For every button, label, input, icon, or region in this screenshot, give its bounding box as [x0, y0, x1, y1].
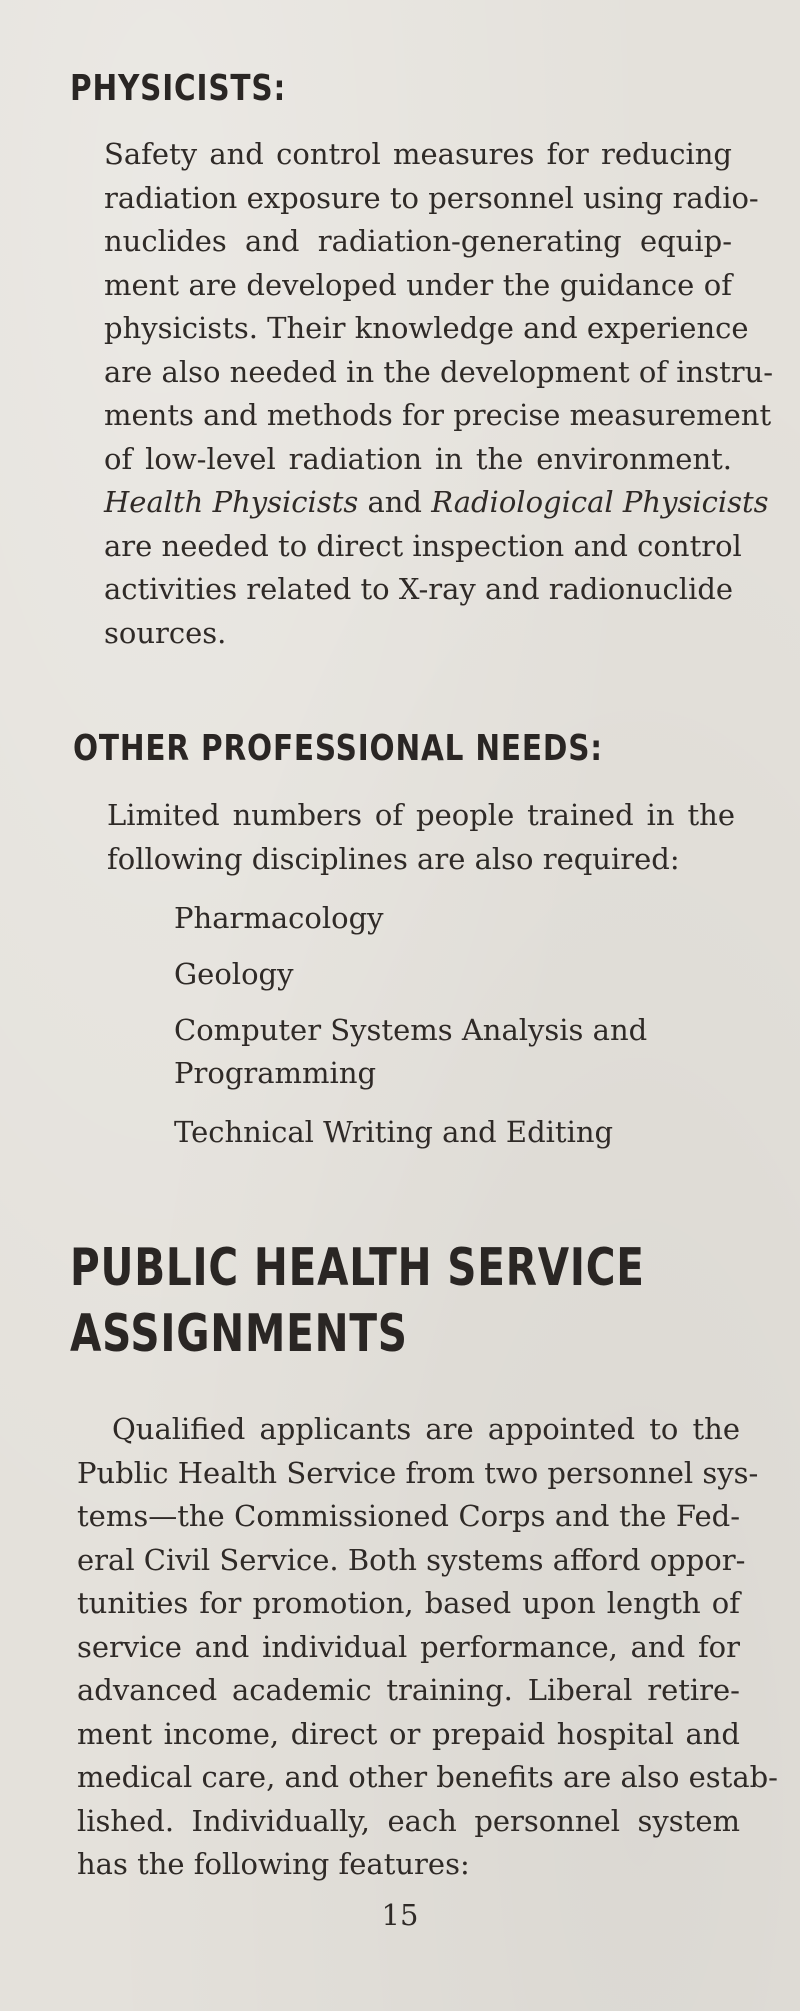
text-line: following disciplines are also required: — [107, 841, 680, 876]
paragraph-other-needs — [107, 794, 735, 881]
text-line-indented: Qualified applicants are appointed to the — [112, 1412, 740, 1446]
text-line: Limited numbers of people trained in the — [107, 798, 735, 832]
text-line: activities related to X-ray and radionuclide — [104, 572, 734, 606]
text-line: service and individual performance, and for — [77, 1629, 740, 1664]
text-line: are needed to direct inspection and control — [104, 528, 742, 563]
disciplines-list — [174, 897, 647, 1154]
text-line: are also needed in the development of instru- — [104, 354, 774, 389]
text-line: sources. — [104, 615, 227, 650]
text-line: physicists. Their knowledge and experience — [104, 311, 749, 345]
text-line: tems—the Commissioned Corps and the Fed- — [77, 1499, 740, 1533]
text-line: Safety and control measures for reducing — [104, 137, 732, 171]
list-item: Programming — [174, 1056, 377, 1090]
heading-line: ASSIGNMENTS — [70, 1304, 408, 1364]
text-line: Public Health Service from two personnel sys- — [77, 1455, 759, 1490]
list-item: Technical Writing and Editing — [174, 1115, 614, 1149]
text-line: ment are developed under the guidance of — [104, 267, 732, 302]
text-line: ments and methods for precise measurement — [104, 398, 772, 432]
paragraph-assignments — [77, 1408, 778, 1887]
text-line: ment income, direct or prepaid hospital and — [77, 1716, 740, 1751]
text-line: tunities for promotion, based upon length of — [77, 1586, 740, 1620]
list-item: Pharmacology — [174, 901, 384, 935]
heading-line: PUBLIC HEALTH SERVICE — [70, 1238, 645, 1298]
list-item: Computer Systems Analysis and — [174, 1013, 648, 1047]
paragraph-physicists — [104, 133, 774, 655]
text-line: eral Civil Service. Both systems afford oppor- — [77, 1542, 746, 1577]
heading-other-professional-needs: OTHER PROFESSIONAL NEEDS: — [73, 728, 603, 769]
text-line: nuclides and radiation-generating equip- — [104, 224, 732, 258]
text-line: of low-level radiation in the environment. — [104, 441, 732, 476]
text-line-italic-mix — [104, 481, 769, 525]
heading-public-health-service-assignments — [70, 1235, 645, 1367]
italic-term-health-physicists: Health Physicists — [104, 485, 359, 519]
text-line: has the following features: — [77, 1847, 470, 1881]
text-line: lished. Individually, each personnel system — [77, 1803, 740, 1838]
list-item: Geology — [174, 957, 294, 991]
text-line: advanced academic training. Liberal retire- — [77, 1673, 740, 1707]
italic-term-radiological-physicists: Radiological Physicists — [431, 485, 769, 519]
conjunction-text: and — [358, 485, 432, 519]
heading-physicists: PHYSICISTS: — [70, 68, 287, 109]
text-line: medical care, and other benefits are also estab- — [77, 1760, 778, 1794]
page-number: 15 — [381, 1898, 419, 1932]
text-line: radiation exposure to personnel using radio- — [104, 180, 759, 215]
